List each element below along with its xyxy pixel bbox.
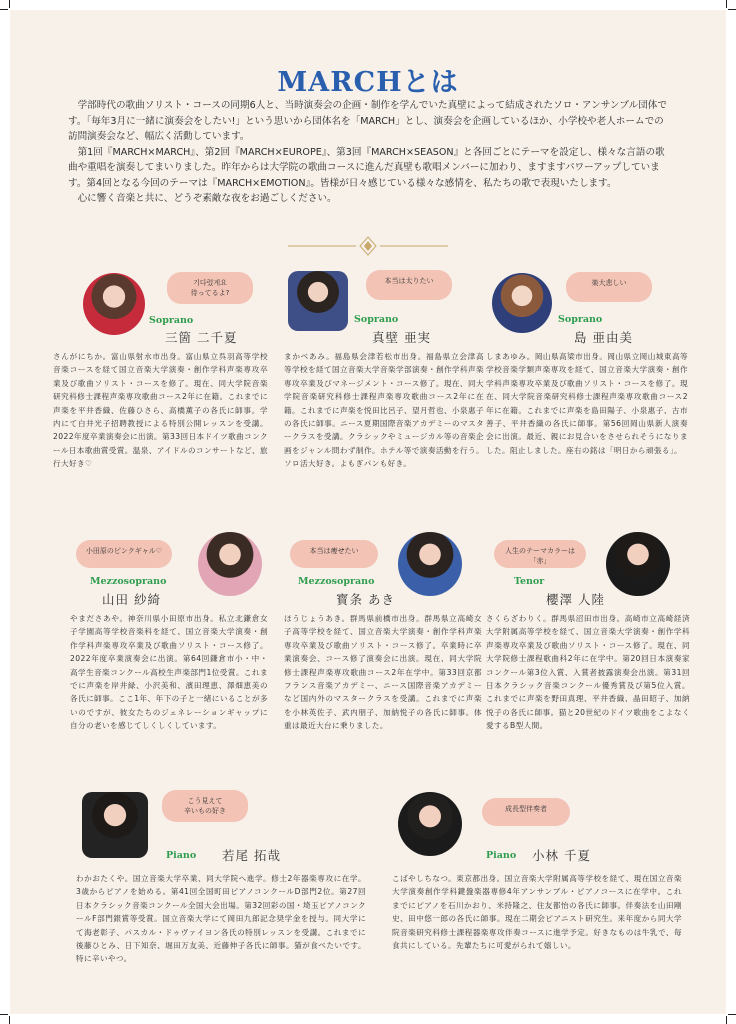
member-name: 三箇 二千夏 [165, 330, 238, 345]
crop-mark [9, 1016, 10, 1024]
crop-mark [0, 9, 8, 10]
speech-bubble: 小田原のピンクギャル♡ [76, 540, 172, 568]
portrait-photo [83, 273, 145, 335]
page-title: MARCHとは [277, 67, 459, 98]
member-bio: ほうじょうあき。群馬県前橋市出身。群馬県立高崎女子高等学校を経て、国立音楽大学演奏・創作学科声楽専攻卒業及び歌曲ソリスト・コース修了。卒業時に卒業演奏会、コース修了演奏会に出演。現在、同大学院修士課程声楽専攻歌曲コース2年在学中。第33回京都フランス音楽アカデミー、ニース国際音楽アカデミーなど国内外のマスタークラスを受講。これまでに声楽を小林英佐子、武内朋子、加納悦子の各氏に師事。体重は最近大台に乗りました。 [284, 614, 482, 731]
flyer-page [10, 10, 726, 1014]
voice-part: Piano [486, 850, 517, 861]
member-name: 山田 紗綺 [102, 592, 161, 607]
member-name: 島 亜由美 [574, 330, 633, 345]
member-bio: さくらざわりく。群馬県沼田市出身。高崎市立高崎経済大学附属高等学校を経て、国立音楽大学演奏・創作学科声楽専攻卒業及び歌曲ソリスト・コース修了。現在、同大学院修士課程歌曲科2年に在学中。第20回日本演奏家コンクール第3位入賞、入賞者披露演奏会出演。第31回日本クラシック音楽コンクール優秀賞及び第5位入賞。これまでに声楽を野田真理、平井香織、晶田昭子、加納悦子の各氏に師事。猫と20世紀のドイツ歌曲をこよなく愛するB型人間。 [486, 614, 690, 731]
speech-bubble: こう見えて 辛いもの好き [162, 790, 248, 822]
member-bio: さんがにちか。富山県射水市出身。富山県立呉羽高等学校音楽コースを経て国立音楽大学演奏・創作学科声楽専攻卒業及び歌曲ソリスト・コースを修了。現在、同大学院音楽研究科修士課程声楽専攻歌曲コース2年に在籍。これまでに声楽を平井香織、佐藤ひさら、高橋薫子の各氏に師事。学内にて白井光子招聘教授による特別公開レッスンを受講。2022年度卒業演奏会に出演。第33回日本ドイツ歌曲コンクール日本歌曲賞受賞。温泉、アイドルのコンサートなど、旅行大好き♡ [53, 352, 268, 469]
speech-bubble: 成長型伴奏者 [482, 798, 570, 826]
intro-text [68, 98, 670, 207]
intro-paragraph: 第1回『MARCH×MARCH』、第2回『MARCH×EUROPE』、第3回『MARCH×SEASON』と各回ごとにテーマを設定し、様々な言語の歌曲や重唱を演奏してまいりました。昨年からは大学院の歌曲コースに進んだ真壁も歌唱メンバーに加わり、ますますパワーアップしています。第4回となる今回のテーマは『MARCH×EMOTION』。皆様が日々感じている様々な感情を、私たちの歌で表現いたします。 [68, 146, 665, 189]
member-bio: やまださあや。神奈川県小田原市出身。私立北鎌倉女子学園高等学校音楽科を経て、国立音楽大学演奏・創作学科声楽専攻卒業及び歌曲ソリスト・コース修了。2022年度卒業演奏会に出演。第64回鎌倉市小・中・高学生音楽コンクール高校生声楽部門1位受賞。これまでに声楽を岸井緑、小沢美和、濱田理恵、澤畑恵美の各氏に師事。ここ1年、年下の子と一緒にいることが多いのですが、彼女たちのジェネレーションギャップに自分の老いを感じてしくしくしています。 [70, 614, 268, 731]
member-bio: わかおたくや。国立音楽大学卒業、同大学院へ進学。修士2年器楽専攻に在学。3歳からピアノを始める。第41回全国町田ピアノコンクールD部門2位。第27回日本クラシック音楽コンクール全国大会出場。第32回彩の国・埼玉ピアノコンクールF部門銀賞等受賞。国立音楽大学にて岡田九郎記念奨学金を授与。同大学にて海老彰子、パスカル・ドゥヴァイヨン各氏の特別レッスンを受講。これまでに後藤ひとみ、日下知奈、堀田万友美、近藤伸子各氏に師事。猫が食べたいです。特に辛いやつ。 [76, 874, 366, 964]
member-name: 若尾 拓哉 [222, 848, 281, 863]
portrait-photo [288, 271, 348, 331]
member-bio: こばやしちなつ。東京都出身。国立音楽大学附属高等学校を経て、現在国立音楽大学演奏創作学科鍵盤楽器専修4年アンサンブル・ピアノコースに在学中。これまでにピアノを石川かおり、米持隆之、住友都怡の各氏に師事。伴奏法を山田剛史、田中悠一郎の各氏に師事。現在二期会ピアニスト研究生。来年度から同大学院音楽研究科修士課程器楽専攻伴奏コースに進学予定。好きなものは牛乳で、毎食共にしている。先輩たちに可愛がられて嬉しい。 [392, 874, 682, 951]
crop-mark [0, 1014, 8, 1015]
crop-mark [9, 0, 10, 8]
portrait-photo [198, 532, 262, 596]
member-name: 櫻澤 人陸 [546, 592, 605, 607]
member-name: 真壁 亜実 [372, 330, 431, 345]
portrait-photo [82, 792, 148, 858]
voice-part: Tenor [514, 576, 545, 587]
crop-mark [728, 9, 736, 10]
voice-part: Mezzosoprano [90, 576, 167, 587]
voice-part: Soprano [354, 314, 399, 325]
member-name: 寳条 あき [336, 592, 395, 607]
voice-part: Soprano [149, 315, 194, 326]
intro-paragraph: 心に響く音楽と共に、どうぞ素敵な夜をお過ごしください。 [77, 193, 337, 204]
intro-paragraph: 学部時代の歌曲ソリスト・コースの同期6人と、当時演奏会の企画・制作を学んでいた真壁によって結成されたソロ・アンサンブル団体です。「毎年3月に一緒に演奏会をしたい!」という思いから団体名を「MARCH」とし、演奏会を企画しているほか、小学校や老人ホームでの訪問演奏会など、幅広く活動しています。 [68, 100, 667, 142]
voice-part: Mezzosoprano [298, 576, 375, 587]
crop-mark [728, 1014, 736, 1015]
member-bio: しまあゆみ。岡山県高梁市出身。岡山県立岡山城東高等学校音楽学類声楽専攻を経て、国立音楽大学演奏・創作学科声楽専攻卒業及び歌曲ソリスト・コースを修了。現在、同大学院音楽研究科修士課程声楽専攻歌曲コース2年に在籍。これまでに声楽を島田陽子、小泉惠子、古市善子、平井香織の各氏に師事。第56回岡山県新人演奏会に出演。最近、親にお見合いをさせられそうになりました。阻止しました。座右の銘は「明日から頑張る」。 [486, 352, 688, 455]
voice-part: Piano [166, 850, 197, 861]
speech-bubble: 楽大悲しい [566, 272, 652, 302]
member-bio: まかべあみ。福島県会津若松市出身。福島県立会津高等学校を経て国立音楽大学音楽学部演奏・創作学科声楽専攻卒業及びマネージメント・コース修了。現在、同大学院音楽研究科修士課程声楽専攻歌曲コース2年に在籍。これまでに声楽を悦田比呂子、望月哲也、小泉惠子の各氏に師事。ニース夏期国際音楽アカデミーのマスタークラスを受講。クラシックやミュージカル等の音楽企画をジャンル問わず制作。ホテル等で演奏活動を行う。ソロ活大好き。よもぎパンも好き。 [284, 352, 484, 469]
speech-bubble: 기다렸게요 待ってるよ? [167, 272, 253, 304]
portrait-photo [492, 273, 552, 333]
voice-part: Soprano [558, 314, 603, 325]
speech-bubble: 本当は痩せたい [290, 540, 378, 568]
crop-mark [726, 1016, 727, 1024]
crop-mark [726, 0, 727, 8]
speech-bubble: 人生のテーマカラーは「赤」 [494, 540, 586, 568]
speech-bubble: 本当は太りたい [366, 270, 452, 300]
portrait-photo [398, 532, 462, 596]
member-name: 小林 千夏 [532, 848, 591, 863]
ornament-divider [288, 236, 448, 256]
portrait-photo [398, 792, 462, 856]
portrait-photo [606, 532, 670, 596]
